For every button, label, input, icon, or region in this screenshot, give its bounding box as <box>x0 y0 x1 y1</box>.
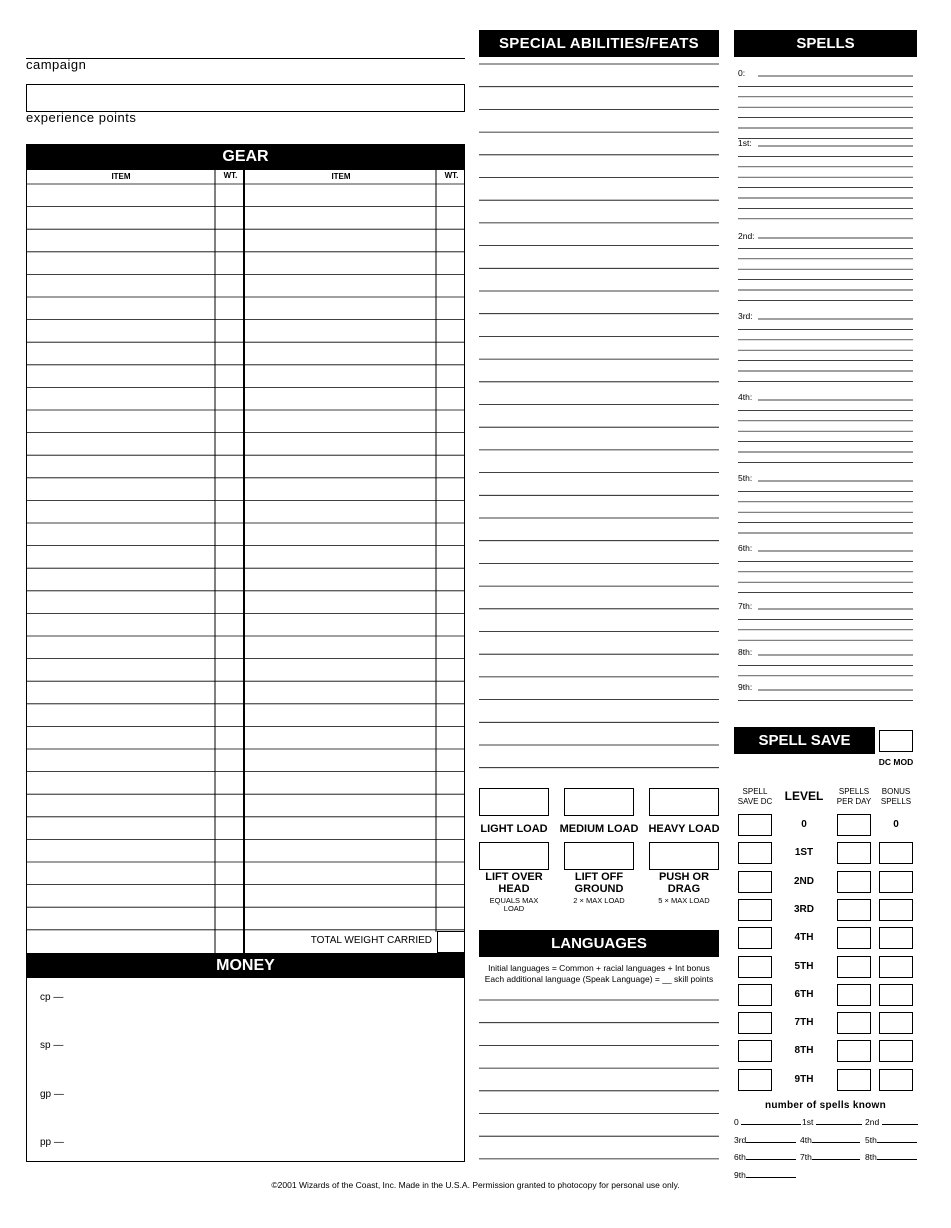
bonus-spells-zero: 0 <box>893 819 899 830</box>
experience-points-field[interactable] <box>26 84 465 112</box>
known-0: 0 <box>734 1117 801 1127</box>
spells-known-title: number of spells known <box>764 1100 887 1111</box>
spell-level-label: 2ND <box>793 875 814 887</box>
known-1st: 1st <box>802 1117 862 1127</box>
money-title: MONEY <box>216 957 275 974</box>
heavy-load-box[interactable] <box>649 788 719 816</box>
spell-save-dc-box[interactable] <box>738 956 772 978</box>
spell-save-dc-box[interactable] <box>738 899 772 921</box>
spell-save-dc-box[interactable] <box>738 871 772 893</box>
money-cp: cp — <box>40 992 64 1003</box>
spell-level-8: 8th: <box>738 647 753 657</box>
spell-level-9: 9th: <box>738 682 753 692</box>
languages-note-1: Initial languages = Common + racial languages + Int bonus <box>488 963 710 973</box>
lift-over-head-sub: EQUALS MAX LOAD <box>489 896 539 913</box>
known-9th: 9th <box>734 1170 796 1180</box>
bonus-spells-box[interactable] <box>879 899 913 921</box>
push-drag-label: PUSH OR DRAG <box>658 871 710 895</box>
spell-save-dc-box[interactable] <box>738 1012 772 1034</box>
spell-level-label: 3RD <box>793 903 814 915</box>
spell-level-1: 1st: <box>738 138 752 148</box>
spell-save-dc-box[interactable] <box>738 984 772 1006</box>
bonus-spells-box[interactable] <box>879 927 913 949</box>
spells-per-day-box[interactable] <box>837 842 871 864</box>
spell-lines <box>738 60 914 710</box>
col-bonus-spells: BONUS SPELLS <box>880 787 912 806</box>
spell-level-label: 7TH <box>794 1017 814 1029</box>
spell-save-title: SPELL SAVE <box>758 732 851 749</box>
spell-level-label: 8TH <box>794 1045 814 1057</box>
spell-level-label: 5TH <box>794 960 814 972</box>
languages-note-2: Each additional language (Speak Language) = __ skill points <box>484 974 714 984</box>
abilities-header <box>479 30 719 57</box>
money-sp: sp — <box>40 1040 64 1051</box>
spell-save-dc-box[interactable] <box>738 1040 772 1062</box>
spell-level-label: 9TH <box>794 1073 814 1085</box>
spell-level-6: 6th: <box>738 543 753 553</box>
bonus-spells-box[interactable] <box>879 1069 913 1091</box>
spells-known-grid <box>734 1117 919 1185</box>
spells-per-day-box[interactable] <box>837 984 871 1006</box>
col-spell-save-dc: SPELL SAVE DC <box>737 787 773 806</box>
money-box <box>26 978 465 1162</box>
spells-per-day-box[interactable] <box>837 1012 871 1034</box>
col-spells-per-day: SPELLS PER DAY <box>836 787 872 806</box>
spell-level-label: 1ST <box>794 847 814 859</box>
gear-title: GEAR <box>222 148 269 165</box>
languages-title: LANGUAGES <box>551 935 647 952</box>
gear-header <box>26 144 465 170</box>
known-2nd: 2nd <box>865 1117 918 1127</box>
spells-per-day-box[interactable] <box>837 1069 871 1091</box>
spell-save-dc-box[interactable] <box>738 1069 772 1091</box>
spell-level-0: 0: <box>738 68 746 78</box>
spell-save-dc-box[interactable] <box>738 814 772 836</box>
known-8th: 8th <box>865 1152 917 1162</box>
light-load-box[interactable] <box>479 788 549 816</box>
total-weight-box[interactable] <box>437 931 465 953</box>
gear-col-item-2: ITEM <box>331 172 351 181</box>
bonus-spells-box[interactable] <box>879 1012 913 1034</box>
campaign-line <box>26 58 465 59</box>
medium-load-label: MEDIUM LOAD <box>559 823 639 835</box>
gear-col-wt-2: WT. <box>444 171 459 180</box>
known-3rd: 3rd <box>734 1135 796 1145</box>
bonus-spells-box[interactable] <box>879 842 913 864</box>
spell-level-label: 4TH <box>794 932 814 944</box>
known-4th: 4th <box>800 1135 860 1145</box>
lift-off-ground-label: LIFT OFF GROUND <box>574 871 624 895</box>
spells-per-day-box[interactable] <box>837 899 871 921</box>
lift-over-head-box[interactable] <box>479 842 549 870</box>
abilities-lines <box>479 60 719 780</box>
spell-level-label: 6TH <box>794 988 814 1000</box>
spells-title: SPELLS <box>796 35 855 52</box>
push-drag-sub: 5 × MAX LOAD <box>658 896 710 905</box>
spells-per-day-box[interactable] <box>837 927 871 949</box>
spell-save-dc-box[interactable] <box>738 927 772 949</box>
gear-grid <box>26 170 465 954</box>
footer-copyright: ©2001 Wizards of the Coast, Inc. Made in the U.S.A. Permission granted to photocopy for personal use only. <box>271 1180 680 1190</box>
bonus-spells-box[interactable] <box>879 1040 913 1062</box>
lift-off-ground-sub: 2 × MAX LOAD <box>573 896 625 905</box>
experience-points-label: experience points <box>26 110 137 125</box>
known-6th: 6th <box>734 1152 796 1162</box>
spell-save-rows <box>734 812 917 1095</box>
spells-per-day-box[interactable] <box>837 814 871 836</box>
lift-off-ground-box[interactable] <box>564 842 634 870</box>
bonus-spells-box[interactable] <box>879 984 913 1006</box>
heavy-load-label: HEAVY LOAD <box>648 823 720 835</box>
gear-table <box>26 170 465 954</box>
light-load-label: LIGHT LOAD <box>480 823 548 835</box>
bonus-spells-box[interactable] <box>879 871 913 893</box>
abilities-title: SPECIAL ABILITIES/FEATS <box>499 35 699 52</box>
spell-level-2: 2nd: <box>738 231 755 241</box>
spell-save-header <box>734 727 875 754</box>
known-5th: 5th <box>865 1135 917 1145</box>
spells-header <box>734 30 917 57</box>
campaign-label: campaign <box>26 57 87 72</box>
gear-col-wt-1: WT. <box>223 171 238 180</box>
languages-header <box>479 930 719 957</box>
col-level: LEVEL <box>784 789 824 803</box>
spell-level-label: 0 <box>801 819 807 830</box>
spells-per-day-box[interactable] <box>837 956 871 978</box>
money-gp: gp — <box>40 1089 64 1100</box>
spell-levels-list <box>738 60 914 710</box>
medium-load-box[interactable] <box>564 788 634 816</box>
money-pp: pp — <box>40 1137 64 1148</box>
spells-per-day-box[interactable] <box>837 871 871 893</box>
bonus-spells-box[interactable] <box>879 956 913 978</box>
spell-level-7: 7th: <box>738 601 753 611</box>
spells-per-day-box[interactable] <box>837 1040 871 1062</box>
dc-mod-label: DC MOD <box>878 757 914 767</box>
push-drag-box[interactable] <box>649 842 719 870</box>
known-7th: 7th <box>800 1152 860 1162</box>
dc-mod-box[interactable] <box>879 730 913 752</box>
total-weight-label: TOTAL WEIGHT CARRIED <box>310 935 432 946</box>
money-header <box>26 954 465 978</box>
spell-level-5: 5th: <box>738 473 753 483</box>
spell-save-dc-box[interactable] <box>738 842 772 864</box>
spell-level-4: 4th: <box>738 392 753 402</box>
lift-over-head-label: LIFT OVER HEAD <box>485 871 543 895</box>
gear-col-item-1: ITEM <box>111 172 131 181</box>
spell-level-3: 3rd: <box>738 311 753 321</box>
languages-lines <box>479 990 719 1165</box>
